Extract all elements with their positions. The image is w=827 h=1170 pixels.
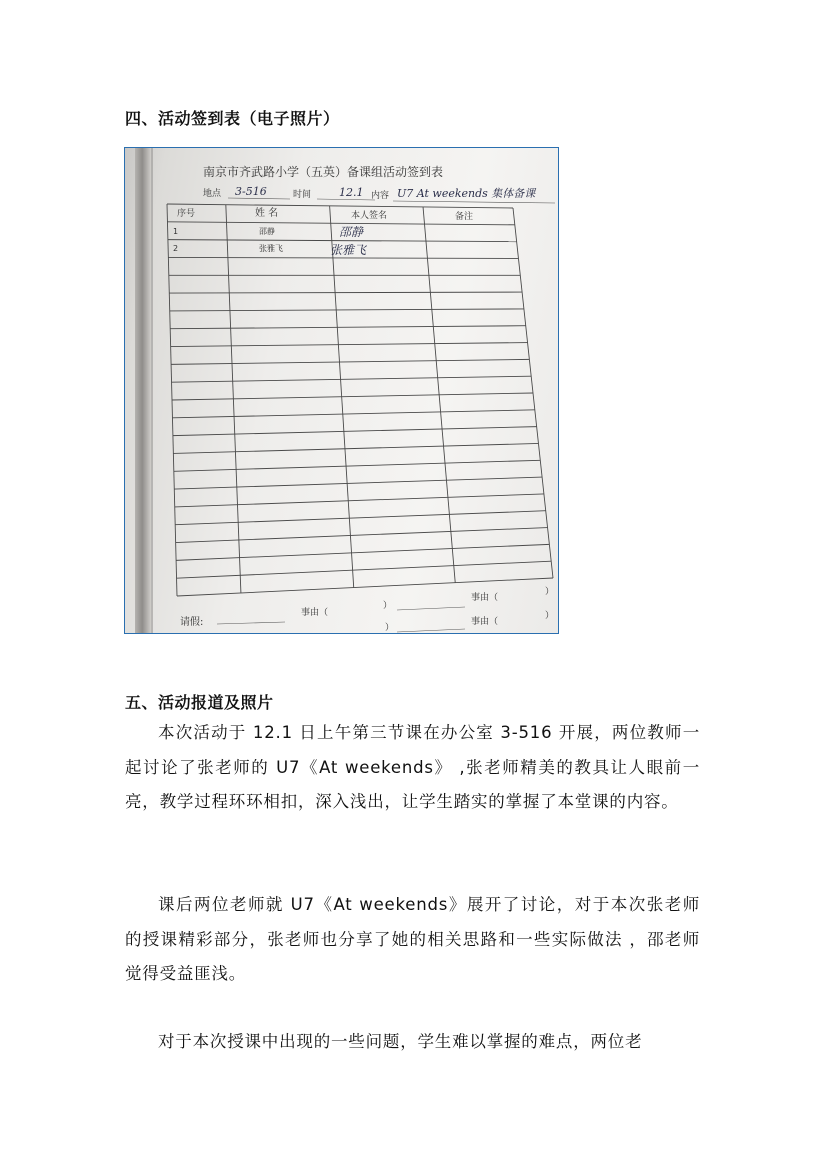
time-value: 12.1: [339, 186, 364, 199]
row-1-name: 邵静: [259, 227, 275, 236]
content-label: 内容: [371, 191, 390, 201]
report-paragraph-3: 对于本次授课中出现的一些问题，学生难以掌握的难点，两位老: [158, 1032, 643, 1051]
close-paren-3: ）: [385, 623, 395, 633]
reason-label-3: 事由（: [471, 617, 499, 627]
reason-label-1: 事由（: [301, 608, 329, 618]
section-heading-report: 五、活动报道及照片: [125, 693, 274, 712]
time-label: 时间: [293, 190, 312, 200]
row-2-no: 2: [173, 244, 179, 253]
location-label: 地点: [203, 189, 222, 199]
col-header-remarks: 备注: [455, 212, 474, 222]
close-paren-2: ）: [545, 587, 555, 597]
report-paragraph-1: 本次活动于 12.1 日上午第三节课在办公室 3-516 开展，两位教师一起讨论了张老师的 U7《At weekends》 ,张老师精美的教具让人眼前一亮，教学过程环环相扣，深入浅出，让学生踏实的掌握了本堂课的内容。: [125, 723, 700, 811]
sign-in-table-grid: [167, 204, 553, 596]
col-header-no: 序号: [177, 209, 196, 219]
leave-label: 请假:: [180, 617, 204, 628]
content-value: U7 At weekends 集体备课: [397, 187, 536, 200]
close-paren-4: ）: [545, 611, 555, 621]
sign-in-sheet: [125, 148, 559, 634]
row-2-signature: 张雅飞: [330, 243, 367, 257]
section-heading-sign-in: 四、活动签到表（电子照片）: [125, 109, 340, 128]
reason-label-2: 事由（: [471, 593, 499, 603]
col-header-signature: 本人签名: [351, 211, 388, 221]
row-2-name: 张雅飞: [259, 244, 283, 253]
location-value: 3-516: [235, 185, 267, 198]
row-1-signature: 邵静: [339, 225, 364, 239]
form-title: 南京市齐武路小学（五英）备课组活动签到表: [203, 165, 444, 179]
row-1-no: 1: [173, 227, 179, 236]
close-paren-1: ）: [383, 601, 393, 611]
sign-in-sheet-photo: [124, 147, 559, 634]
col-header-name: 姓 名: [255, 208, 279, 219]
report-paragraph-2: 课后两位老师就 U7《At weekends》展开了讨论，对于本次张老师的授课精彩部分，张老师也分享了她的相关思路和一些实际做法 ，邵老师觉得受益匪浅。: [125, 895, 700, 983]
